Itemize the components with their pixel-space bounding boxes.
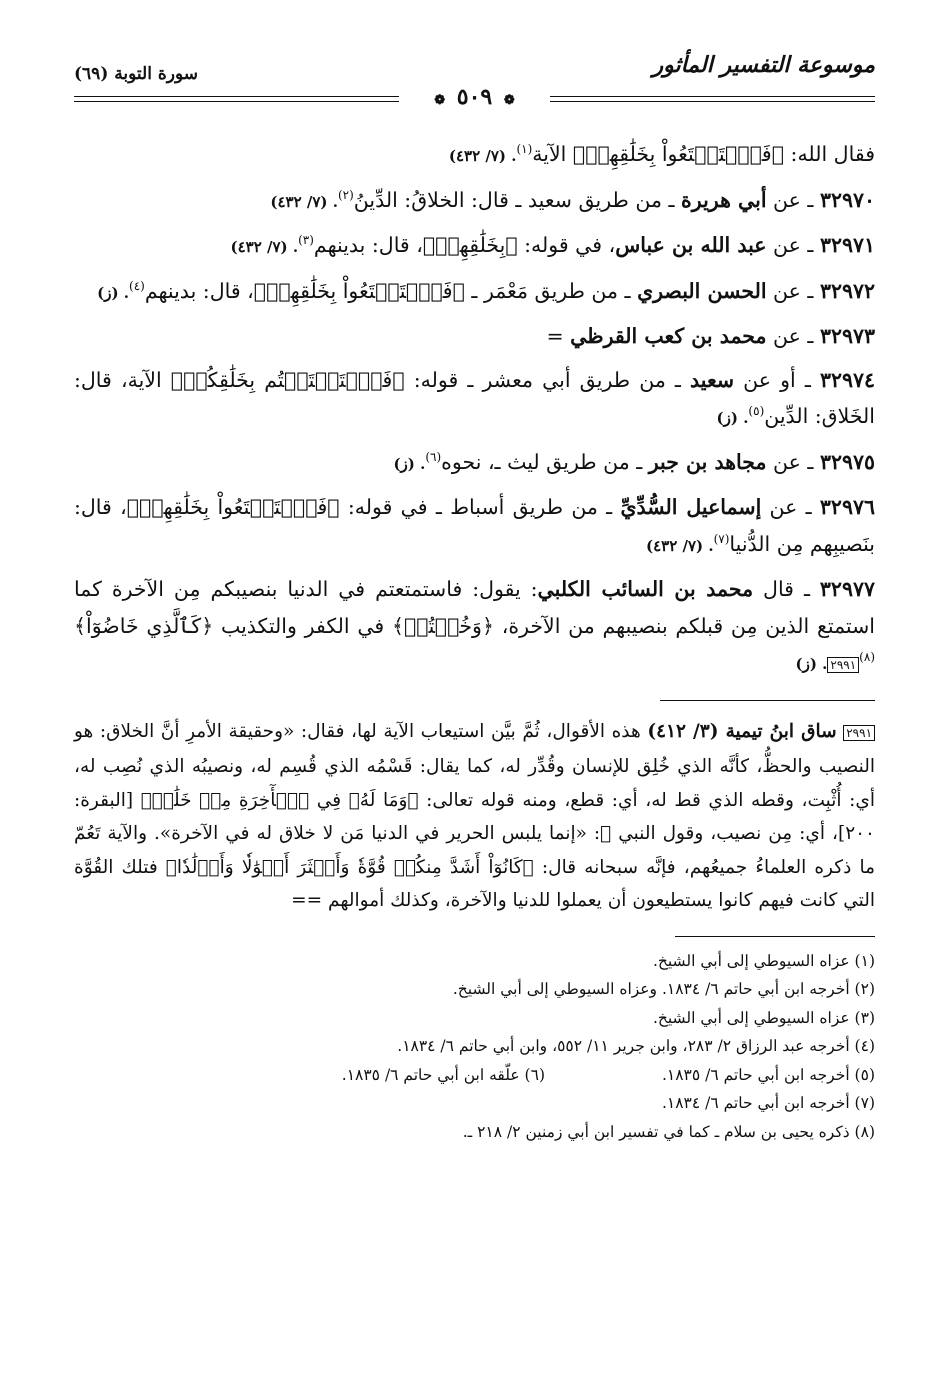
surah-label: سورة التوبة (٦٩)	[74, 64, 198, 84]
entry-number: ٣٢٩٧٤	[819, 367, 875, 392]
footnote-row	[74, 1061, 875, 1090]
page-header	[74, 52, 875, 110]
ornament-icon: ❁	[434, 93, 446, 108]
athar-entry: ٣٢٩٧٦ ـ عن إسماعيل السُّدِّيِّ ـ من طريق أسباط ـ في قوله: ﴿فَٱسۡتَمۡتَعُواْ بِخَلَٰقِهِمۡ﴾، قال: بنَصيبِهم مِن الدُّنيا$^{(٧)}$. (٧/ ٤٣٢)	[74, 495, 875, 556]
narrator-name: مجاهد بن جبر	[648, 449, 767, 474]
narrator-name: محمد بن السائب الكلبي	[537, 577, 754, 601]
page-number-block	[74, 84, 875, 110]
entry-number: ٣٢٩٧٠	[819, 187, 875, 212]
narrator-name: محمد بن كعب القرظي	[570, 324, 767, 348]
entry-number: ٣٢٩٧١	[819, 233, 875, 257]
athar-entry: ٣٢٩٧٤ ـ أو عن سعيد ـ من طريق أبي معشر ـ قوله: ﴿فَٱسۡتَمۡتَعۡتُم بِخَلَٰقِكُمۡ﴾ الآية، قال: الخَلاق: الدِّين$^{(٥)}$. (ز)	[74, 367, 875, 428]
footnote-separator	[675, 936, 875, 937]
athar-entry: ٣٢٩٧٧ ـ قال محمد بن السائب الكلبي: يقول: فاستمتعتم في الدنيا بنصيبكم مِن الآخرة كما استمتع الذين مِن قبلكم بنصيبهم من الآخرة، ﴿وَخُضۡتُمۡ﴾ في الكفر والتكذيب ﴿كَٱلَّذِي خَاضُوٓاْ﴾$^{(٨)}$٢٩٩١. (ز)	[74, 577, 875, 673]
entry-number: ٣٢٩٧٦	[819, 495, 875, 519]
narrator-name: إسماعيل السُّدِّيِّ	[620, 495, 762, 519]
main-text	[74, 136, 875, 684]
footnote-ref: (٧)	[713, 531, 730, 546]
entry-number: ٣٢٩٧٣	[819, 324, 875, 348]
commentary-source: ساق ابنُ تيمية (٣/ ٤١٢)	[647, 720, 837, 742]
footnote: (٤) أخرجه عبد الرزاق ٢/ ٢٨٣، وابن جرير ١١/ ٥٥٢، وابن أبي حاتم ٦/ ١٨٣٤.	[397, 1037, 875, 1055]
footnote: (٢) أخرجه ابن أبي حاتم ٦/ ١٨٣٤. وعزاه السيوطي إلى أبي الشيخ.	[452, 980, 875, 998]
footnote-ref: (٨)	[859, 650, 875, 665]
footnote: (٥) أخرجه ابن أبي حاتم ٦/ ١٨٣٥.	[661, 1065, 875, 1084]
ornament-icon: ❁	[503, 93, 515, 108]
comment-marker: ٢٩٩١	[843, 725, 875, 741]
commentary-block	[74, 715, 875, 918]
commentary-separator	[660, 700, 875, 701]
footnote-ref: (٢)	[337, 187, 354, 202]
entry-number: ٣٢٩٧٧	[819, 577, 875, 601]
narrator-name: سعيد	[690, 367, 735, 392]
athar-entry: ٣٢٩٧٥ ـ عن مجاهد بن جبر ـ من طريق ليث ـ، نحوه$^{(٦)}$. (ز)	[393, 449, 875, 474]
athar-entry: ٣٢٩٧٠ ـ عن أبي هريرة ـ من طريق سعيد ـ قال: الخلاقُ: الدِّينُ$^{(٢)}$. (٧/ ٤٣٢)	[270, 187, 875, 212]
footnotes	[74, 947, 875, 1147]
footnote-ref: (٣)	[298, 233, 314, 248]
athar-entry: ٣٢٩٧١ ـ عن عبد الله بن عباس، في قوله: ﴿بِخَلَٰقِهِمۡ﴾، قال: بدينهم$^{(٣)}$. (٧/ ٤٣٢)	[230, 233, 875, 257]
book-page	[74, 52, 875, 1146]
entry-number: ٣٢٩٧٢	[819, 278, 875, 303]
commentary-text: هذه الأقوال، ثُمَّ بيَّن استيعاب الآية لها، فقال: «وحقيقة الأمرِ أنَّ الخلاق: هو النصيب والحظُّ، كأنَّه الذي خُلِق للإنسان وقُدِّر له، كما يقال: قَسْمُه الذي قُسِم له، ونصيبُه الذي نُصِب له، أي: أُثْبِت، وقطه الذي قط له، أي: قطع، ومنه قوله تعالى: ﴿وَمَا لَهُۥ فِي ٱلۡأٓخِرَةِ مِنۡ خَلَٰقٖ﴾ [البقرة: ٢٠٠]، أي: مِن نصيب، وقول النبي ﷺ: «إنما يلبس الحرير في الدنيا مَن لا خلاق له في الآخرة». والآية تَعُمّ ما ذكره العلماءُ جميعُهم، فإنَّه سبحانه قال: ﴿كَانُوٓاْ أَشَدَّ مِنكُمۡ قُوَّةٗ وَأَكۡثَرَ أَمۡوَٰلٗا وَأَوۡلَٰدٗا﴾ فتلك القُوَّة التي كانت فيهم كانوا يستطيعون أن يعملوا للدنيا والآخرة، وكذلك أموالهم ==	[74, 720, 875, 911]
footnote-ref: (٤)	[129, 278, 145, 293]
footnote-ref: (٥)	[748, 404, 765, 419]
narrator-name: الحسن البصري	[637, 278, 767, 303]
footnote: (٨) ذكره يحيى بن سلام ـ كما في تفسير ابن أبي زمنين ٢/ ٢١٨ ـ.	[462, 1122, 875, 1141]
footnote: (١) عزاه السيوطي إلى أبي الشيخ.	[652, 951, 875, 970]
entry-number: ٣٢٩٧٥	[819, 449, 875, 474]
intro-line: فقال الله: ﴿فَٱسۡتَمۡتَعُواْ بِخَلَٰقِهِمۡ﴾ الآية$^{(١)}$. (٧/ ٤٣٢)	[448, 142, 875, 166]
comment-marker: ٢٩٩١	[827, 657, 859, 673]
footnote: (٦) علّقه ابن أبي حاتم ٦/ ١٨٣٥.	[341, 1065, 545, 1084]
narrator-name: عبد الله بن عباس	[615, 233, 767, 257]
page-number: ٥٠٩	[456, 84, 493, 110]
athar-entry: ٣٢٩٧٢ ـ عن الحسن البصري ـ من طريق مَعْمَر ـ ﴿فَٱسۡتَمۡتَعُواْ بِخَلَٰقِهِمۡ﴾، قال: بدينهم$^{(٤)}$. (ز)	[97, 278, 875, 303]
footnote: (٧) أخرجه ابن أبي حاتم ٦/ ١٨٣٤.	[661, 1094, 875, 1112]
footnote-ref: (١)	[516, 142, 533, 157]
book-title: موسوعة التفسير المأثور	[652, 52, 875, 78]
narrator-name: أبي هريرة	[681, 187, 767, 212]
footnote: (٣) عزاه السيوطي إلى أبي الشيخ.	[652, 1008, 875, 1027]
footnote-ref: (٦)	[425, 449, 442, 464]
athar-entry: ٣٢٩٧٣ ـ عن محمد بن كعب القرظي =	[546, 324, 875, 348]
